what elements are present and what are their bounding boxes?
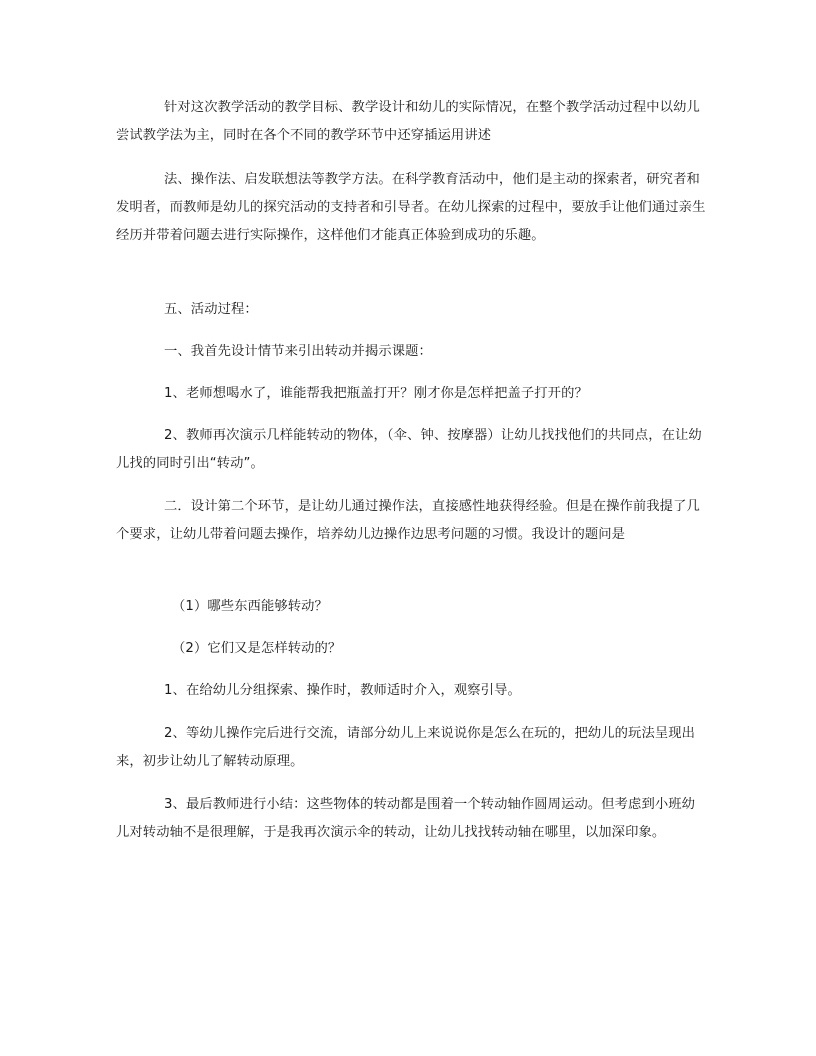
paragraph-step-one-item-1: 1、老师想喝水了，谁能帮我把瓶盖打开？刚才你是怎样把盖子打开的？ (164, 386, 588, 401)
paragraph-step-two-item-1: 1、在给幼儿分组探索、操作时，教师适时介入，观察引导。 (164, 683, 521, 698)
paragraph-step-one-item-2: 2、教师再次演示几样能转动的物体，（伞、钟、按摩器）让幼儿找找他们的共同点，在让幼儿找的同时引出“转动”。 (116, 428, 702, 471)
paragraph-step-two-item-3: 3、最后教师进行小结：这些物体的转动都是围着一个转动轴作圆周运动。但考虑到小班幼儿对转动轴不是很理解，于是我再次演示伞的转动，让幼儿找找转动轴在哪里，以加深印象。 (116, 797, 696, 840)
paragraph-teaching-method-detail: 法、操作法、启发联想法等教学方法。在科学教育活动中，他们是主动的探索者，研究者和发明者，而教师是幼儿的探究活动的支持者和引导者。在幼儿探索的过程中，要放手让他们通过亲生经历并带着问题去进行实际操作，这样他们才能真正体验到成功的乐趣。 (116, 172, 706, 243)
paragraph-step-two-item-2: 2、等幼儿操作完后进行交流，请部分幼儿上来说说你是怎么在玩的，把幼儿的玩法呈现出来，初步让幼儿了解转动原理。 (116, 726, 696, 769)
paragraph-step-two-title: 二．设计第二个环节，是让幼儿通过操作法，直接感性地获得经验。但是在操作前我提了几个要求，让幼儿带着问题去操作，培养幼儿边操作边思考问题的习惯。我设计的题问是 (116, 499, 700, 542)
paragraph-question-2: （2）它们又是怎样转动的？ (172, 641, 342, 656)
heading-activity-process: 五、活动过程： (164, 302, 258, 317)
paragraph-step-one-title: 一、我首先设计情节来引出转动并揭示课题： (164, 344, 432, 359)
paragraph-question-1: （1）哪些东西能够转动？ (172, 599, 328, 614)
paragraph-teaching-method-intro: 针对这次教学活动的教学目标、教学设计和幼儿的实际情况，在整个教学活动过程中以幼儿尝试教学法为主，同时在各个不同的教学环节中还穿插运用讲述 (116, 100, 700, 143)
